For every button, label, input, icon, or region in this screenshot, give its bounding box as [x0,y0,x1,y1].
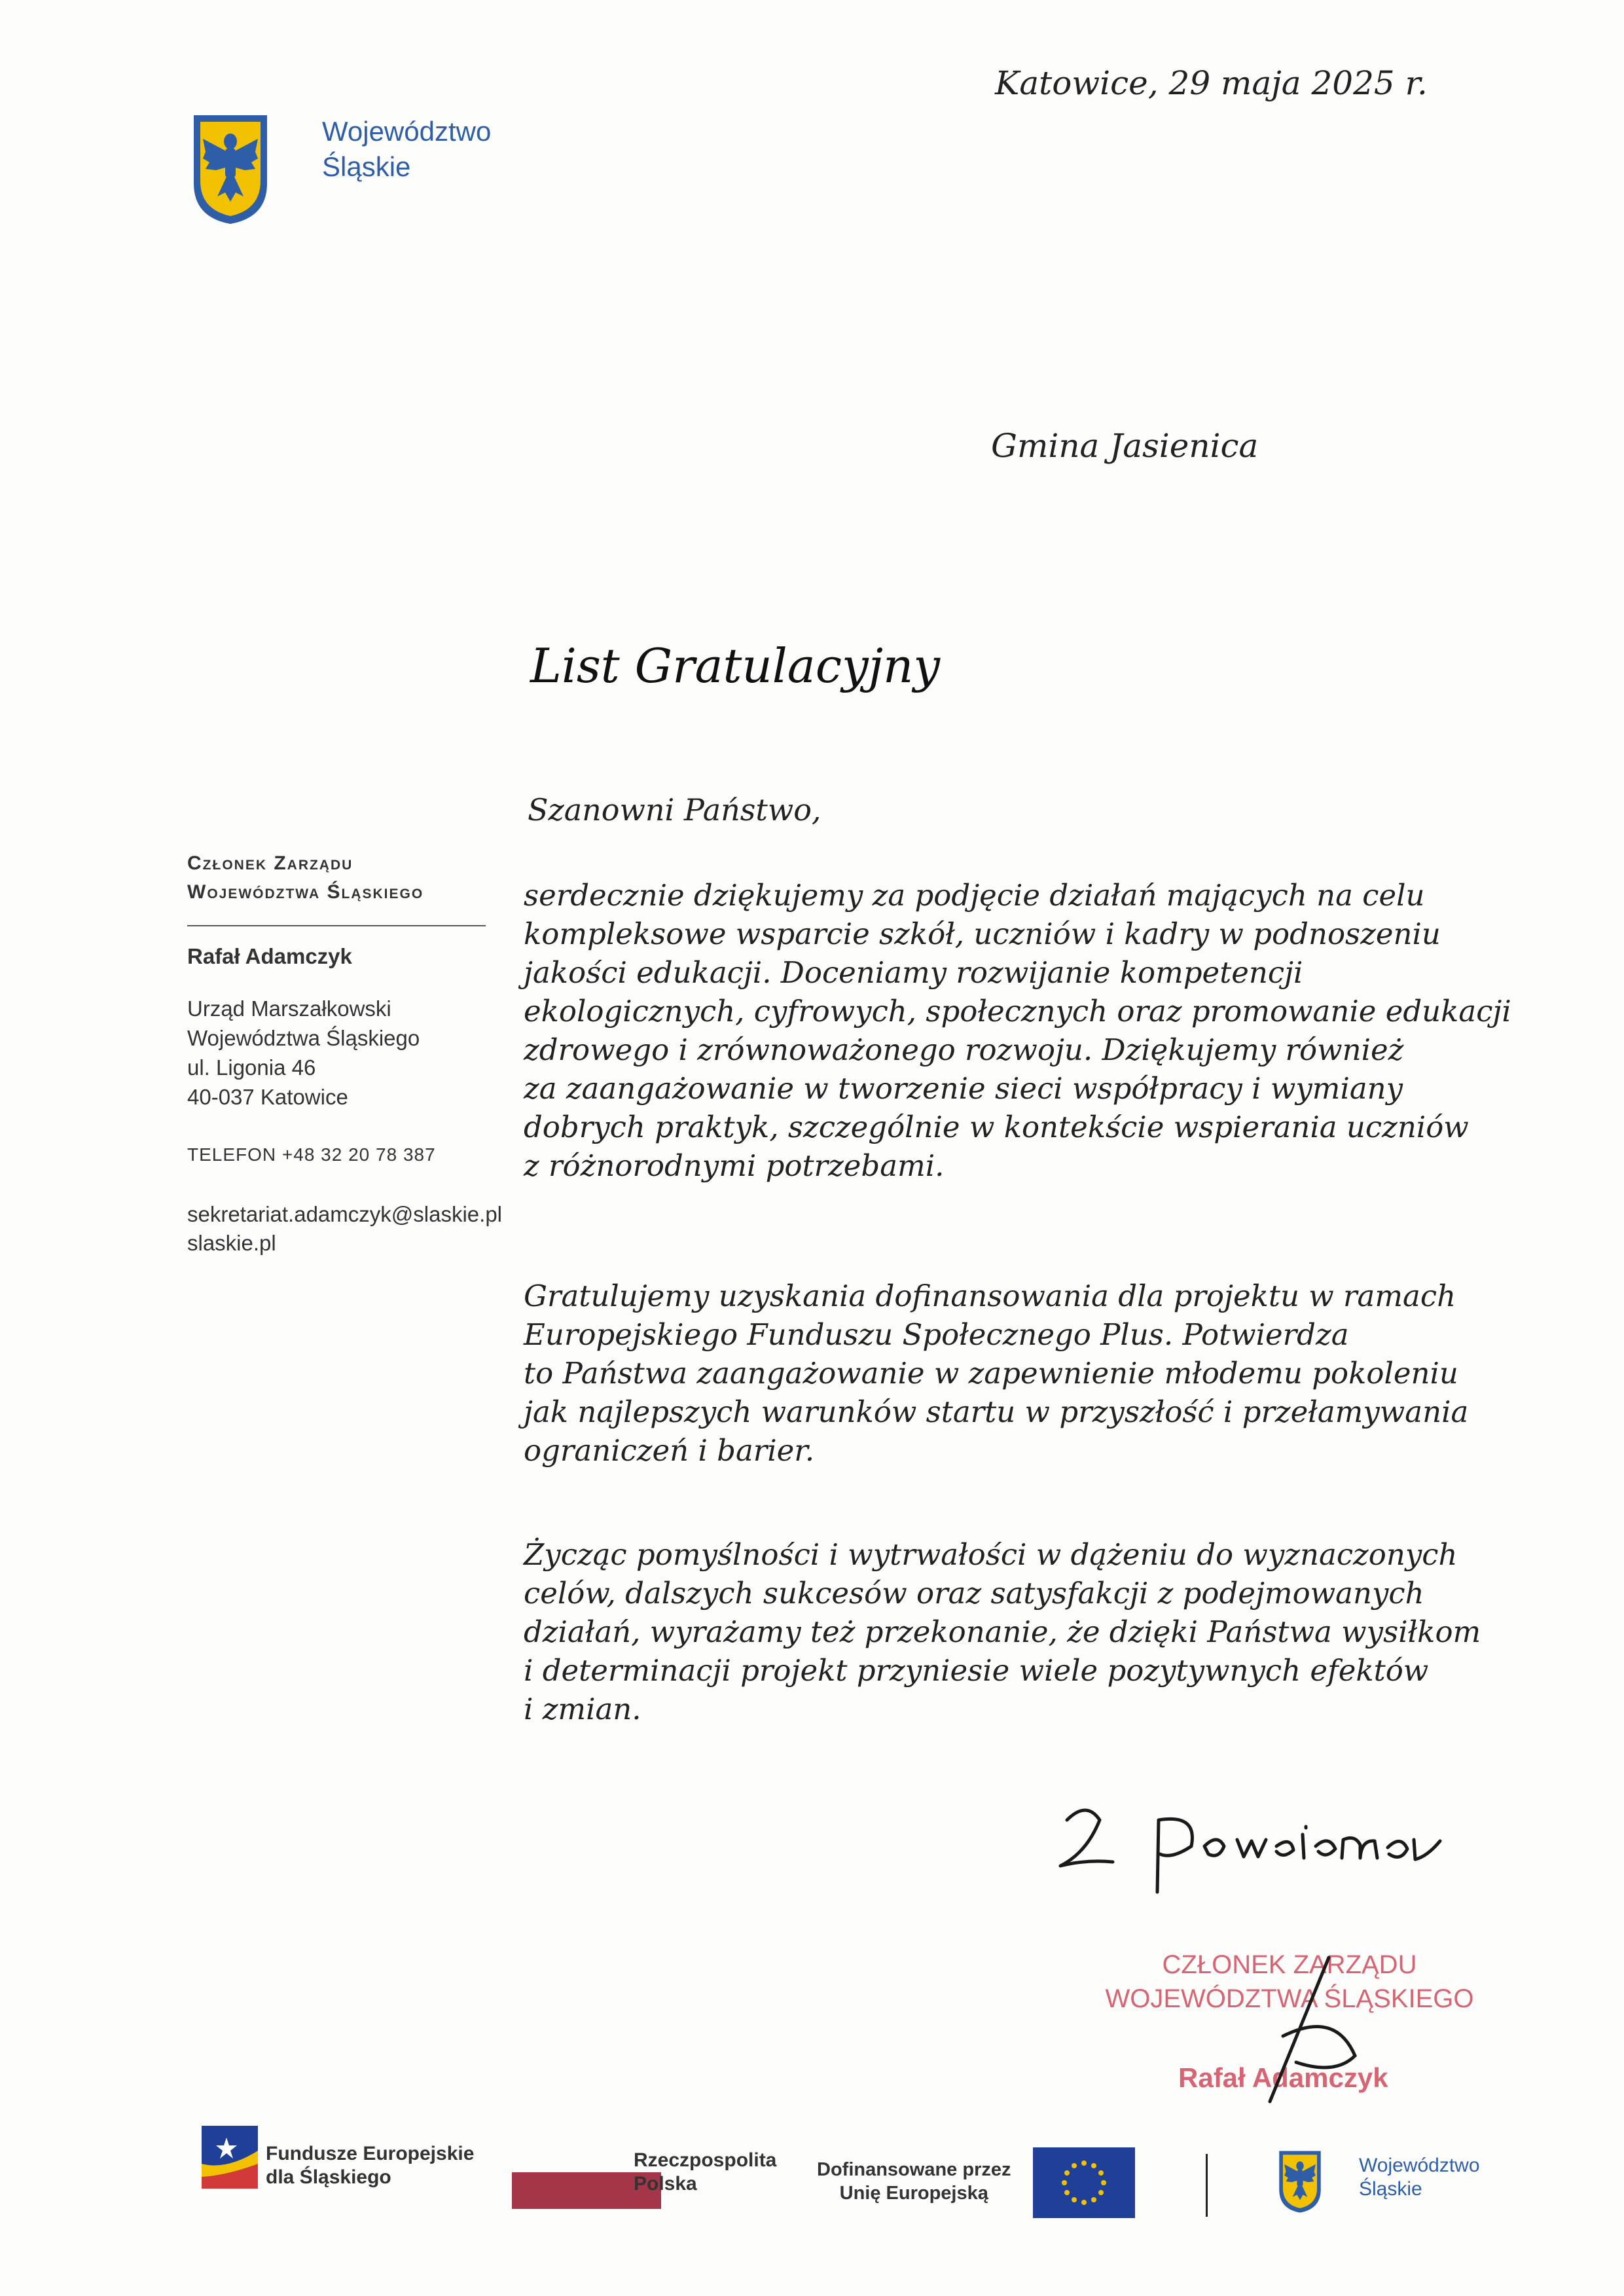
stamp-name: Rafał Adamczyk [1178,2062,1388,2093]
paragraph-1: serdecznie dziękujemy za podjęcie działań mających na celu kompleksowe wsparcie szkół, uczniów i kadry w podnoszeniu jakości edukacji. Doceniamy rozwijanie kompetencji ekologicznych, cyfrowych, społecznych oraz promowanie edukacji zdrowego i zrównoważonego rozwoju. Dziękujemy również za zaangażowanie w tworzenie sieci współpracy i wymiany dobrych praktyk, szczególnie w kontekście wspierania uczniów z różnorodnymi potrzebami. [524,878,1511,1183]
initial-signature [1257,1951,1375,2108]
sender-address: Urząd Marszałkowski Województwa Śląskiego ul. Ligonia 46 40-037 Katowice [187,996,420,1109]
salutation: Szanowni Państwo, [528,792,821,828]
sender-website: slaskie.pl [187,1231,276,1255]
sender-phone: TELEFON +48 32 20 78 387 [187,1144,436,1165]
eu-cofinancing-text: Dofinansowane przez Unię Europejską [817,2159,1011,2204]
sender-role: Członek Zarządu Województwa Śląskiego [187,852,424,903]
paragraph-3: Życząc pomyślności i wytrwałości w dążeniu do wyznaczonych celów, dalszych sukcesów oraz satysfakcji z podejmowanych działań, wyrażamy też przekonanie, że dzięki Państwa wysiłkom i determinacji projekt przyniesie wiele pozytywnych efektów i zmian. [524,1537,1481,1726]
addressee: Gmina Jasienica [991,427,1259,465]
sender-email: sekretariat.adamczyk@slaskie.pl [187,1202,502,1226]
sender-name: Rafał Adamczyk [187,944,352,968]
silesian-eagle-icon [191,113,270,225]
sender-contact [187,1200,502,1258]
footer-divider [1206,2154,1208,2217]
voivodeship-logo-text: Województwo Śląskie [322,116,492,182]
letter-date: Katowice, 29 maja 2025 r. [995,64,1428,102]
fe-logo-text: Fundusze Europejskie dla Śląskiego [266,2143,475,2188]
letter-title: List Gratulacyjny [530,638,941,693]
footer-voivodeship-logo-text: Województwo Śląskie [1359,2155,1480,2200]
eu-funds-star-icon [200,2124,259,2190]
sidebar-divider [187,925,486,926]
official-stamp: CZŁONEK ZARZĄDU WOJEWÓDZTWA ŚLĄSKIEGO [1105,1950,1474,2013]
rp-logo-text: Rzeczpospolita Polska [634,2149,777,2195]
silesian-eagle-icon [1278,2149,1322,2214]
paragraph-2: Gratulujemy uzyskania dofinansowania dla projektu w ramach Europejskiego Funduszu Społecznego Plus. Potwierdza to Państwa zaangażowanie w zapewnienie młodemu pokoleniu jak najlepszych warunków startu w przyszłość i przełamywania ograniczeń i barier. [524,1279,1469,1468]
eu-flag-icon [1033,2147,1135,2218]
handwritten-signature [1047,1794,1506,1938]
